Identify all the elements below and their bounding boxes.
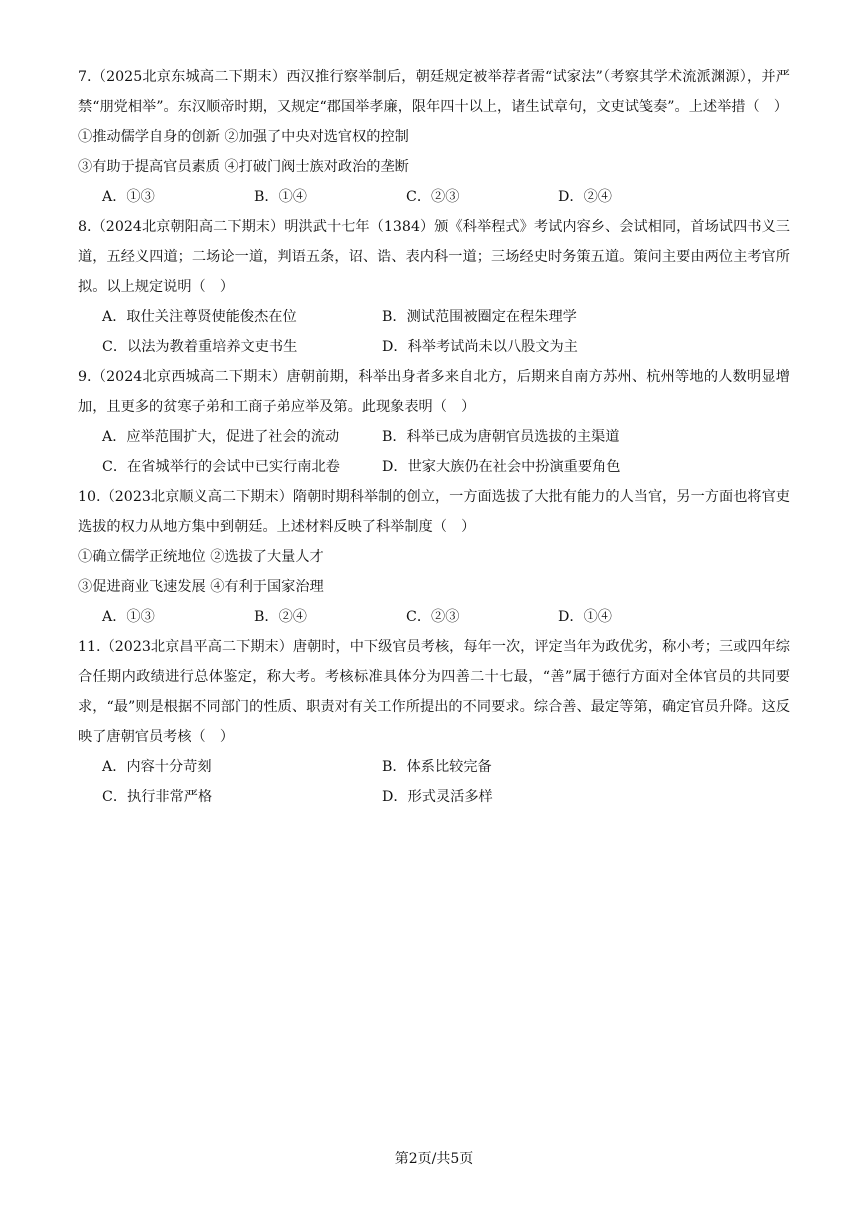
option-a: A．应举范围扩大，促进了社会的流动 [102,429,340,445]
option-c: C．②③ [406,609,460,625]
option-d: D．①④ [558,609,612,625]
option-b: B．体系比较完备 [382,759,492,775]
option-d: D．科举考试尚未以八股文为主 [382,339,578,355]
question-stem: 11.（2023北京昌平高二下期末）唐朝时，中下级官员考核，每年一次，评定当年为政优劣，称小考；三或四年综合任期内政绩进行总体鉴定，称大考。考核标准具体分为四善二十七最，“善”属于德行方面对全体官员的共同要求，“最”则是根据不同部门的性质、职责对有关工作所提出的不同要求。综合善、最定等第，确定官员升降。这反映了唐朝官员考核（ ） [78,639,790,745]
option-row [78,602,790,632]
question-stem: 7.（2025北京东城高二下期末）西汉推行察举制后，朝廷规定被举荐者需“试家法”（考察其学术流派渊源），并严禁“朋党相举”。东汉顺帝时期，又规定“郡国举孝廉，限年四十以上，诸生试章句，文吏试笺奏”。上述举措（ ） [78,69,790,115]
option-b: B．测试范围被圈定在程朱理学 [382,309,577,325]
option-a: A．取仕关注尊贤使能俊杰在位 [102,309,297,325]
question-7 [78,62,790,212]
option-c: C．在省城举行的会试中已实行南北卷 [102,459,340,475]
question-stem: 8.（2024北京朝阳高二下期末）明洪武十七年（1384）颁《科举程式》考试内容乡、会试相同，首场试四书义三道，五经义四道；二场论一道，判语五条，诏、诰、表内科一道；三场经史时务策五道。策问主要由两位主考官所拟。以上规定说明（ ） [78,219,790,295]
question-stem: 10.（2023北京顺义高二下期末）隋朝时期科举制的创立，一方面选拔了大批有能力的人当官，另一方面也将官吏选拔的权力从地方集中到朝廷。上述材料反映了科举制度（ ） [78,489,790,535]
option-c: C．以法为教着重培养文吏书生 [102,339,298,355]
question-list [78,62,790,812]
option-b: B．科举已成为唐朝官员选拔的主渠道 [382,429,620,445]
option-row [78,182,790,212]
option-grid [78,302,790,362]
option-grid [78,752,790,812]
page-number: 第2页/共5页 [394,1151,474,1167]
question-8 [78,212,790,362]
question-11 [78,632,790,812]
option-d: D．②④ [558,189,612,205]
option-a: A．①③ [102,189,155,205]
statement-line: ③促进商业飞速发展 ④有利于国家治理 [78,579,324,595]
option-a: A．内容十分苛刻 [102,759,212,775]
option-c: C．执行非常严格 [102,789,213,805]
option-c: C．②③ [406,189,460,205]
question-10 [78,482,790,632]
option-d: D．世家大族仍在社会中扮演重要角色 [382,459,621,475]
option-a: A．①③ [102,609,155,625]
statement-line: ①推动儒学自身的创新 ②加强了中央对选官权的控制 [78,129,409,145]
option-b: B．②④ [254,609,307,625]
question-stem: 9.（2024北京西城高二下期末）唐朝前期，科举出身者多来自北方，后期来自南方苏州、杭州等地的人数明显增加，且更多的贫寒子弟和工商子弟应举及第。此现象表明（ ） [78,369,790,415]
option-b: B．①④ [254,189,307,205]
statement-line: ③有助于提高官员素质 ④打破门阀士族对政治的垄断 [78,159,409,175]
statement-line: ①确立儒学正统地位 ②选拔了大量人才 [78,549,324,565]
question-9 [78,362,790,482]
option-d: D．形式灵活多样 [382,789,493,805]
option-grid [78,422,790,482]
